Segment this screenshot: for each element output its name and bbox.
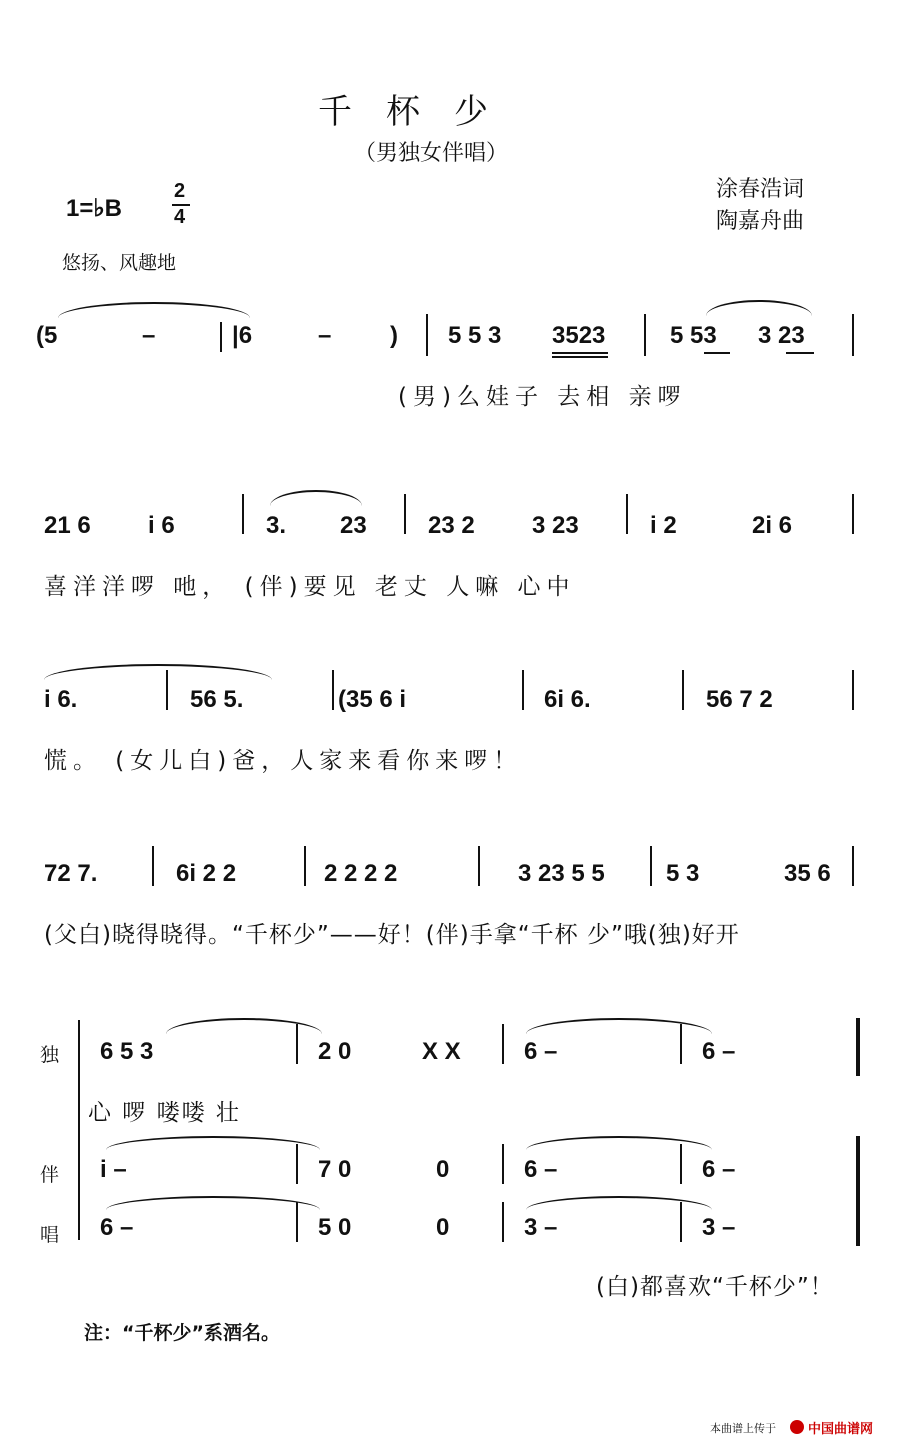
note-group: 5 3 — [666, 860, 700, 887]
system-bracket — [78, 1020, 80, 1240]
note-group: 0 — [436, 1214, 450, 1241]
staff-system-4 — [0, 840, 900, 960]
footnote: 注：“千杯少”系酒名。 — [84, 1322, 280, 1344]
slur — [44, 664, 272, 680]
upload-credit: 本曲谱上传于 — [710, 1422, 776, 1435]
underline — [786, 352, 814, 354]
barline — [682, 670, 684, 710]
slur — [106, 1196, 320, 1210]
slur — [526, 1196, 712, 1210]
spoken-line: (白)都喜欢“千杯少”！ — [596, 1274, 834, 1300]
site-brand: 中国曲谱网 — [808, 1422, 874, 1437]
note-group: 2i 6 — [752, 512, 793, 539]
underline — [552, 352, 608, 354]
barline — [242, 494, 244, 534]
staff-system-5 — [0, 1010, 900, 1250]
note-group: 5 5 3 — [448, 322, 502, 349]
slur — [106, 1136, 320, 1150]
note-group: i – — [100, 1156, 127, 1183]
lyrics-line: 喜洋洋啰 吔， (伴)要见 老丈 人嘛 心中 — [44, 574, 576, 600]
note-group: 3 23 — [758, 322, 805, 349]
note-group: 5 0 — [318, 1214, 352, 1241]
barline — [680, 1144, 682, 1184]
note-group: 5 53 — [670, 322, 717, 349]
note-group: 3. — [266, 512, 287, 539]
note-group: 21 6 — [44, 512, 91, 539]
lyrics-line: (男)么娃子 去相 亲啰 — [398, 384, 687, 410]
note-group: i 2 — [650, 512, 677, 539]
staff-system-3 — [0, 662, 900, 782]
note-group: – — [318, 322, 332, 349]
solo-part-label: 独 — [40, 1044, 60, 1066]
slur — [166, 1018, 322, 1034]
barline — [626, 494, 628, 534]
barline — [852, 494, 854, 534]
note-group: (5 — [36, 322, 58, 349]
note-group: 56 7 2 — [706, 686, 773, 713]
note-group: 6 – — [524, 1038, 558, 1065]
barline — [852, 314, 854, 356]
chorus-part-label: 唱 — [40, 1224, 60, 1246]
chorus-part-label: 伴 — [40, 1164, 60, 1186]
slur — [526, 1136, 712, 1150]
lyrics-line: (父白)晓得晓得。“千杯少”——好！(伴)手拿“千杯 少”哦(独)好开 — [44, 922, 740, 948]
page-title: 千杯少 — [318, 92, 522, 132]
slur — [58, 302, 250, 318]
note-group: i 6 — [148, 512, 175, 539]
underline — [552, 356, 608, 358]
note-group: 3 23 5 5 — [518, 860, 605, 887]
staff-system-1 — [0, 300, 900, 420]
barline — [502, 1024, 504, 1064]
note-group: 3 – — [524, 1214, 558, 1241]
barline — [296, 1144, 298, 1184]
barline — [220, 322, 222, 352]
page-subtitle: （男独女伴唱） — [354, 141, 509, 166]
note-group: 2 0 — [318, 1038, 352, 1065]
note-group: 3 – — [702, 1214, 736, 1241]
barline — [166, 670, 168, 710]
staff-system-2 — [0, 488, 900, 598]
slur — [706, 300, 812, 316]
note-group: ) — [390, 322, 398, 349]
barline — [644, 314, 646, 356]
barline — [404, 494, 406, 534]
note-group: 6 – — [702, 1038, 736, 1065]
note-group: 3523 — [552, 322, 606, 349]
note-group: 6i 6. — [544, 686, 591, 713]
barline — [296, 1202, 298, 1242]
barline — [502, 1202, 504, 1242]
note-group: 3 23 — [532, 512, 579, 539]
barline — [502, 1144, 504, 1184]
underline — [704, 352, 730, 354]
note-group: X X — [422, 1038, 461, 1065]
barline — [852, 670, 854, 710]
note-group: 56 5. — [190, 686, 244, 713]
barline — [852, 846, 854, 886]
time-signature-bottom: 4 — [174, 206, 186, 228]
barline — [680, 1024, 682, 1064]
note-group: – — [142, 322, 156, 349]
barline — [650, 846, 652, 886]
time-signature-top: 2 — [174, 180, 186, 202]
barline — [152, 846, 154, 886]
note-group: 2 2 2 2 — [324, 860, 398, 887]
note-group: 23 — [340, 512, 367, 539]
final-barline — [856, 1018, 860, 1076]
slur — [526, 1018, 712, 1034]
barline — [332, 670, 334, 710]
note-group: 0 — [436, 1156, 450, 1183]
lyrics-line: 慌。 (女儿白)爸，人家来看你来啰！ — [44, 748, 523, 774]
note-group: 6i 2 2 — [176, 860, 237, 887]
barline — [426, 314, 428, 356]
note-group: 6 5 3 — [100, 1038, 154, 1065]
note-group: |6 — [232, 322, 253, 349]
barline — [522, 670, 524, 710]
slur — [270, 490, 362, 506]
note-group: 7 0 — [318, 1156, 352, 1183]
lyricist-credit: 涂春浩词 — [716, 177, 805, 202]
note-group: 72 7. — [44, 860, 98, 887]
solo-lyrics-line: 心 啰 喽喽 壮 — [88, 1100, 241, 1126]
site-logo-icon — [790, 1420, 804, 1434]
barline — [680, 1202, 682, 1242]
barline — [304, 846, 306, 886]
note-group: 6 – — [702, 1156, 736, 1183]
note-group: 35 6 — [784, 860, 831, 887]
barline — [296, 1024, 298, 1064]
note-group: (35 6 i — [338, 686, 407, 713]
note-group: 6 – — [100, 1214, 134, 1241]
final-barline — [856, 1136, 860, 1246]
note-group: 6 – — [524, 1156, 558, 1183]
barline — [478, 846, 480, 886]
note-group: 23 2 — [428, 512, 475, 539]
key-signature: 1=♭B — [66, 195, 123, 222]
note-group: i 6. — [44, 686, 78, 713]
composer-credit: 陶嘉舟曲 — [716, 209, 805, 234]
tempo-marking: 悠扬、风趣地 — [62, 252, 177, 274]
